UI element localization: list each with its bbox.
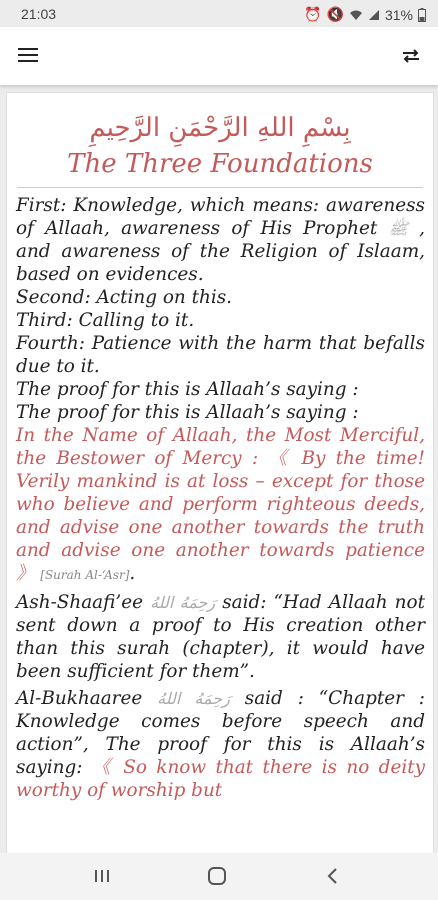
battery-icon (418, 8, 426, 22)
quran-quote (16, 424, 425, 587)
paragraph (16, 591, 425, 683)
swap-arrows-icon (398, 43, 424, 69)
back-chevron-icon (326, 867, 338, 885)
article-body (7, 194, 433, 802)
home-icon (207, 866, 227, 886)
swap-button[interactable] (398, 43, 424, 69)
page-title: The Three Foundations (67, 149, 373, 179)
clock: 21:03 (21, 6, 57, 22)
recent-apps-button[interactable] (88, 865, 116, 887)
hamburger-icon (18, 48, 42, 62)
content-card (6, 92, 434, 854)
app-bar (0, 27, 438, 85)
honorific: رَحِمَهُ اللهُ (150, 593, 216, 612)
text: Ash-Shaafi’ee (16, 592, 144, 613)
text: . (129, 563, 136, 584)
honorific: رَحِمَهُ اللهُ (157, 689, 230, 708)
proof-line: The proof for this is Allaah’s saying : (16, 402, 359, 423)
salutation: ﷺ (388, 219, 408, 238)
status-bar (0, 0, 438, 27)
text: , and awareness of the Religion of Islaam, based on evidences. (16, 218, 425, 285)
alarm-icon: ⏰ (304, 6, 322, 22)
paragraph (16, 194, 425, 286)
mute-icon: 🔇 (326, 6, 344, 22)
line-fourth: Fourth: Patience with the harm that befalls due to it. (16, 333, 425, 377)
basmala: بِسْمِ اللهِ الرَّحْمَنِ الرَّحِيمِ (89, 113, 351, 143)
back-button[interactable] (318, 865, 346, 887)
surah-reference: [Surah Al-‘Asr] (40, 568, 130, 582)
text: said : “Chapter : Knowledge comes before speech and action”, The proof for this is Allaah’s saying: (16, 688, 425, 778)
status-icons (304, 6, 426, 23)
proof-line: The proof for this is Allaah’s saying : (16, 379, 359, 400)
wifi-icon (349, 9, 363, 21)
signal-icon (368, 9, 380, 21)
menu-button[interactable] (18, 44, 42, 68)
paragraph (16, 687, 425, 802)
text: First: Knowledge, which means: awareness of Allaah, awareness of His Prophet (16, 195, 425, 239)
quran-text: 《 So know that there is no deity worthy of worship but (16, 757, 425, 801)
line-second: Second: Acting on this. (16, 287, 232, 308)
divider (17, 187, 423, 188)
line-third: Third: Calling to it. (16, 310, 195, 331)
text: said: “Had Allaah not sent down a proof to His creation other than this surah (chapter), it would have been sufficient for them”. (16, 592, 425, 682)
recent-apps-icon (93, 868, 111, 884)
text: Al-Bukhaaree (16, 688, 143, 709)
battery-label: 31% (384, 6, 413, 23)
home-button[interactable] (203, 865, 231, 887)
quran-text: In the Name of Allaah, the Most Merciful, the Bestower of Mercy : 《 By the time! Verily mankind is at loss – except for those who believe and perform righteous deeds, and advise one another towards the truth and advise one another towards patience 》 (16, 425, 425, 584)
system-nav-bar (0, 853, 438, 900)
